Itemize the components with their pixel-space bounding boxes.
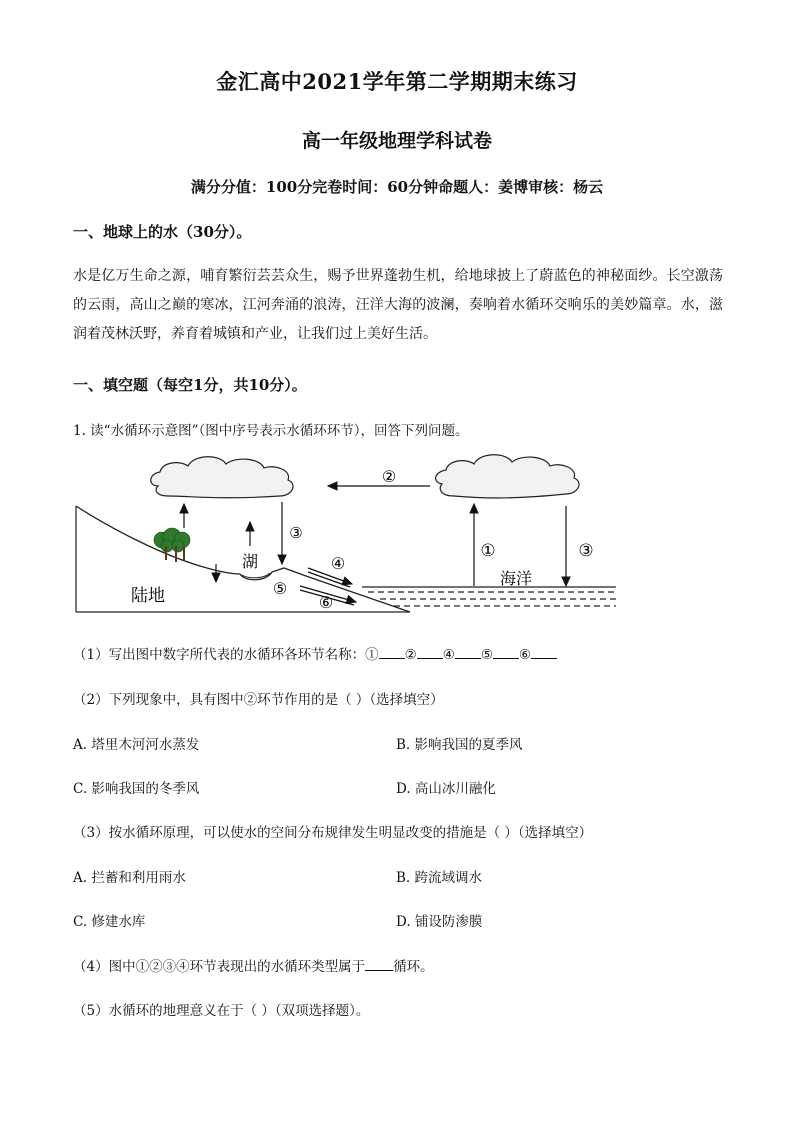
question-2-stem: （2）下列现象中，具有图中②环节作用的是（ ）（选择填空）	[73, 692, 444, 708]
blank-5[interactable]	[493, 646, 519, 659]
label-land: 陆地	[131, 586, 165, 606]
blank-cycle-type[interactable]	[365, 958, 393, 971]
question-2-option-b[interactable]: B. 影响我国的夏季风	[396, 737, 523, 753]
label-3-ocean: ③	[578, 541, 594, 561]
question-2-option-d[interactable]: D. 高山冰川融化	[396, 781, 496, 797]
label-6: ⑥	[318, 593, 334, 612]
question-5-stem: （5）水循环的地理意义在于（ ）（双项选择题）。	[73, 1003, 370, 1019]
question-3-option-a[interactable]: A. 拦蓄和利用雨水	[73, 870, 186, 886]
question-4-prefix: （4）图中①②③④环节表现出的水循环类型属于	[73, 959, 366, 975]
exam-info: 满分分值：100分完卷时间：60分钟命题人：姜博审核：杨云	[190, 178, 604, 196]
section-heading-water: 一、地球上的水（30分）。	[73, 223, 252, 241]
question-2-option-c[interactable]: C. 影响我国的冬季风	[73, 781, 200, 797]
cloud-left	[151, 457, 293, 498]
question-4	[73, 955, 434, 975]
question-4-suffix: 循环。	[393, 959, 434, 975]
exam-subtitle: 高一年级地理学科试卷	[301, 130, 492, 152]
mark-2: ②	[404, 647, 417, 663]
label-lake: 湖	[241, 552, 259, 571]
mark-4: ④	[442, 647, 455, 663]
question-3-option-c[interactable]: C. 修建水库	[73, 914, 146, 930]
mark-5: ⑤	[480, 647, 493, 663]
question-1	[73, 643, 557, 663]
section-intro-paragraph: 水是亿万生命之源，哺育繁衍芸芸众生，赐予世界蓬勃生机，给地球披上了蔚蓝色的神秘面纱。长空激荡的云雨，高山之巅的寒冰，江河奔涌的浪涛，汪洋大海的波澜，奏响着水循环交响乐的美妙篇章。水，滋润着茂林沃野，养育着城镇和产业，让我们过上美好生活。	[73, 268, 723, 342]
label-5: ⑤	[272, 579, 288, 598]
blank-6[interactable]	[531, 646, 557, 659]
label-3-land: ③	[289, 524, 303, 542]
label-ocean: 海洋	[499, 569, 533, 588]
label-2: ②	[381, 467, 397, 486]
question-1-prefix: （1）写出图中数字所代表的水循环各环节名称：	[73, 647, 366, 663]
question-stem: 1. 读“水循环示意图”（图中序号表示水循环环节），回答下列问题。	[73, 423, 469, 439]
mark-1: ①	[365, 647, 379, 663]
label-1: ①	[480, 541, 496, 561]
question-3-stem: （3）按水循环原理，可以使水的空间分布规律发生明显改变的措施是（ ）（选择填空）	[73, 825, 593, 841]
blank-1[interactable]	[379, 646, 405, 659]
water-cycle-diagram	[70, 436, 630, 618]
section-heading-fill-blank: 一、填空题（每空1分，共10分）。	[73, 376, 307, 394]
question-2-option-a[interactable]: A. 塔里木河河水蒸发	[73, 737, 200, 753]
blank-4[interactable]	[455, 646, 481, 659]
mark-6: ⑥	[518, 647, 532, 663]
question-3-option-d[interactable]: D. 铺设防渗膜	[396, 914, 483, 930]
blank-2[interactable]	[417, 646, 443, 659]
cloud-right	[436, 455, 579, 498]
exam-title: 金汇高中2021学年第二学期期末练习	[216, 69, 578, 94]
trees	[154, 528, 190, 562]
question-3-option-b[interactable]: B. 跨流域调水	[396, 870, 483, 886]
label-4: ④	[330, 554, 346, 573]
